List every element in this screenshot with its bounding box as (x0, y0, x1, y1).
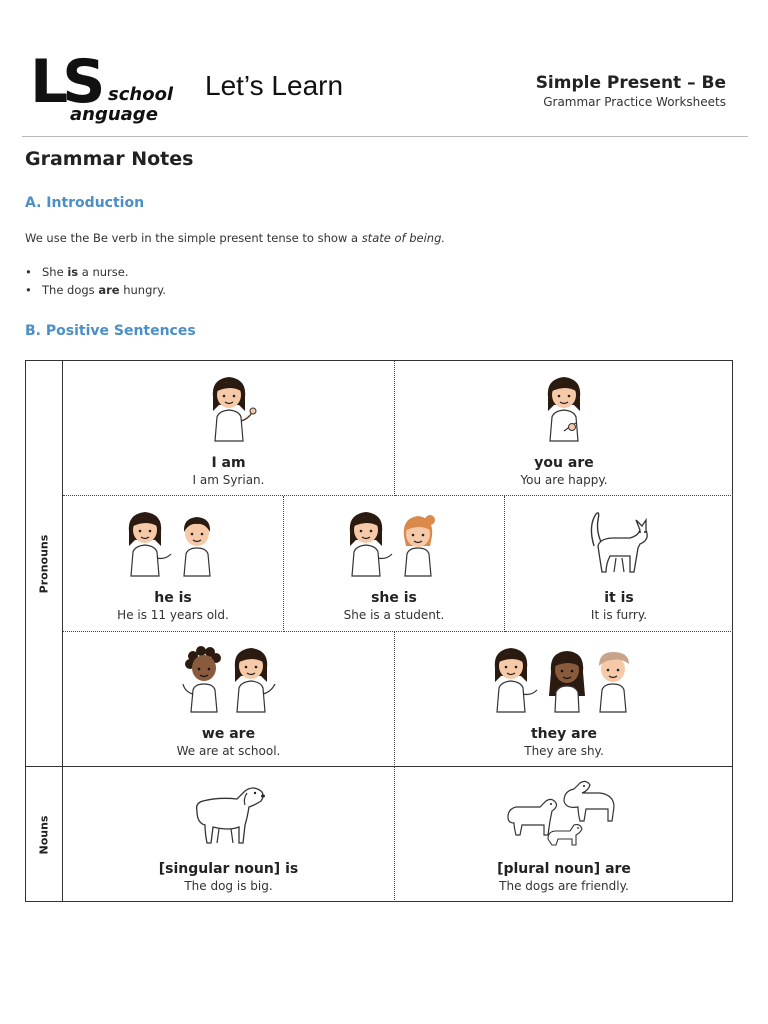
bullet-text: hungry. (119, 283, 166, 297)
pronoun-label: you are (534, 455, 594, 471)
girl-and-boy-icon (123, 506, 223, 578)
topic-subtitle: Grammar Practice Worksheets (543, 95, 726, 109)
pronoun-label: it is (604, 590, 634, 606)
side-label-pronouns: Pronouns (37, 534, 51, 593)
pronoun-label: we are (201, 726, 256, 742)
pronoun-example: You are happy. (520, 473, 608, 487)
school-logo (30, 47, 180, 126)
puppy-icon (548, 825, 582, 846)
curly-hair-kid-icon (183, 646, 221, 712)
cell-he-is (63, 496, 284, 632)
art-she-is (284, 506, 504, 586)
logo-word-language: anguage (70, 104, 158, 125)
intro-text: We use the Be verb in the simple present tense to show a (25, 231, 362, 245)
girl-icon (199, 371, 259, 443)
bullet-item (25, 265, 166, 283)
art-singular (63, 777, 394, 857)
pronoun-example: He is 11 years old. (117, 608, 229, 622)
noun-label: [plural noun] are (497, 861, 631, 877)
bullet-verb: are (98, 283, 120, 297)
girl-icon (350, 512, 392, 576)
section-heading-positive: B. Positive Sentences (25, 323, 196, 339)
cell-it-is (505, 496, 733, 632)
logo-initials: LS (30, 47, 100, 117)
cell-they-are (395, 632, 733, 767)
pronoun-label: she is (371, 590, 417, 606)
dog-icon (564, 781, 614, 821)
cell-plural-noun (395, 767, 733, 902)
bullet-text: a nurse. (78, 265, 129, 279)
art-you-are (395, 371, 733, 451)
side-pronouns (26, 361, 63, 767)
boy-icon (184, 517, 210, 576)
intro-paragraph (25, 231, 445, 245)
header-title: Let’s Learn (205, 70, 344, 101)
topic-title: Simple Present – Be (535, 73, 726, 93)
girl-icon (234, 648, 274, 712)
bullet-text: The dogs (42, 283, 99, 297)
pronoun-example: They are shy. (524, 744, 604, 758)
cell-she-is (284, 496, 505, 632)
girl-icon (495, 648, 537, 712)
art-it-is (505, 506, 733, 586)
dogs-icon (504, 777, 624, 849)
pronoun-label: he is (154, 590, 192, 606)
intro-italic: state of being. (361, 231, 446, 245)
girl-icon (534, 371, 594, 443)
bullet-item (25, 283, 166, 301)
two-girls-icon (344, 506, 444, 578)
pronoun-example: We are at school. (176, 744, 281, 758)
art-they-are (395, 642, 733, 722)
pronoun-table (25, 360, 733, 902)
girl-icon (129, 512, 171, 576)
bullet-text: She (42, 265, 68, 279)
art-we-are (63, 642, 394, 722)
pronoun-example: She is a student. (343, 608, 445, 622)
art-i-am (63, 371, 394, 451)
page-title: Grammar Notes (25, 148, 194, 170)
cell-we-are (63, 632, 395, 767)
pronoun-example: I am Syrian. (192, 473, 265, 487)
noun-example: The dog is big. (184, 879, 273, 893)
cell-singular-noun (63, 767, 395, 902)
logo-word-school: school (108, 84, 174, 105)
art-he-is (63, 506, 283, 586)
long-hair-girl-icon (549, 651, 585, 712)
two-kids-icon (179, 642, 279, 714)
three-kids-icon (489, 642, 639, 714)
cell-you-are (395, 361, 733, 496)
section-heading-introduction: A. Introduction (25, 195, 145, 211)
noun-example: The dogs are friendly. (499, 879, 629, 893)
cell-i-am (63, 361, 395, 496)
pronoun-label: I am (211, 455, 246, 471)
bullet-verb: is (67, 265, 79, 279)
pronoun-label: they are (530, 726, 597, 742)
header-divider (22, 136, 748, 137)
side-label-nouns: Nouns (37, 815, 51, 854)
red-hair-girl-icon (404, 515, 435, 576)
dog-icon (508, 799, 557, 835)
boy-icon (599, 652, 629, 712)
example-bullets (25, 265, 166, 301)
cat-icon (584, 506, 654, 578)
dog-icon (189, 777, 269, 849)
art-plural (395, 777, 733, 857)
side-nouns (26, 767, 63, 902)
noun-label: [singular noun] is (158, 861, 299, 877)
pronoun-example: It is furry. (590, 608, 648, 622)
